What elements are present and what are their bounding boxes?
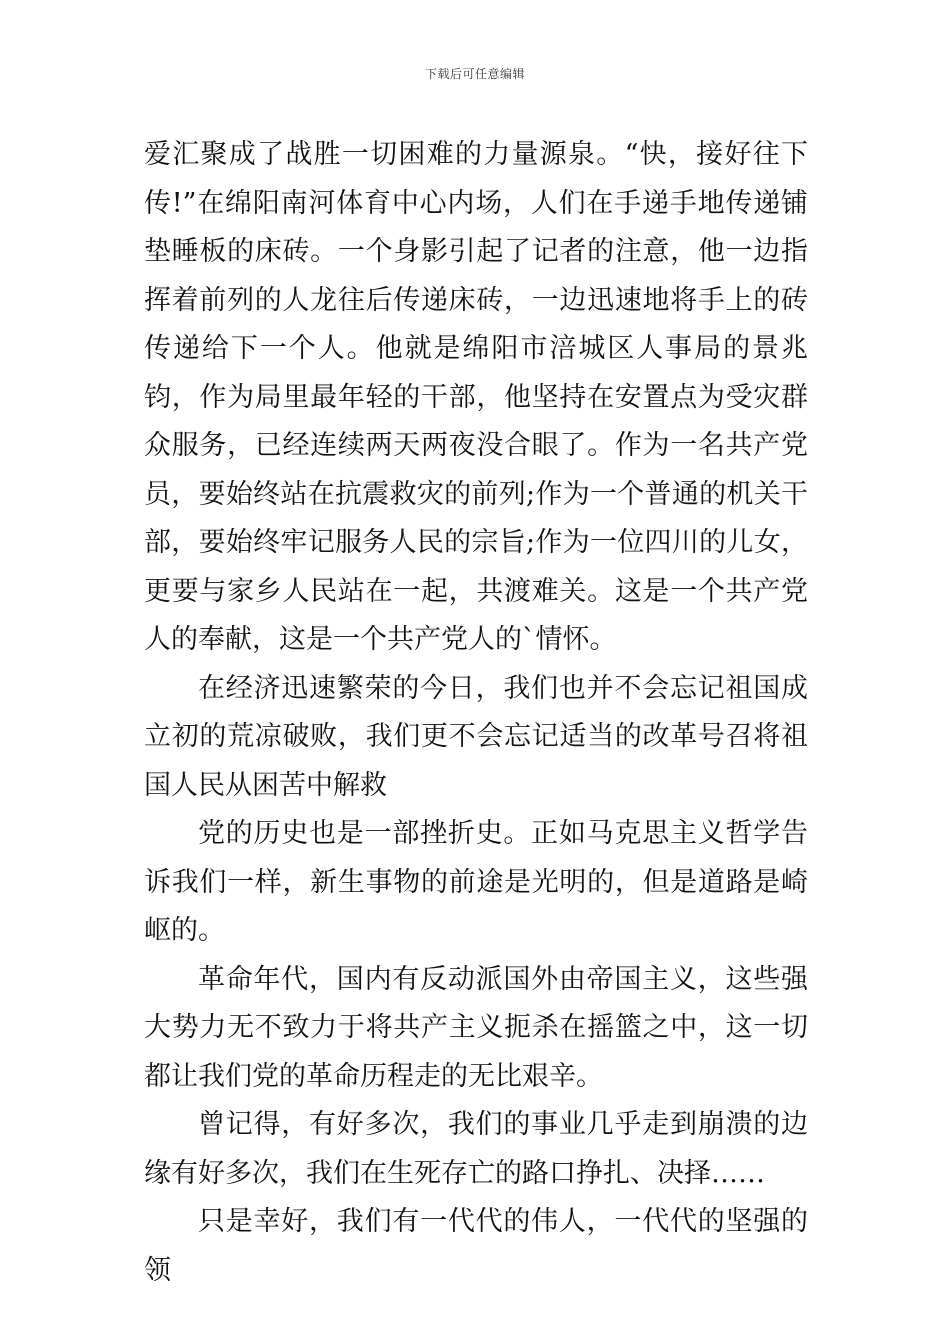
paragraph: 党的历史也是一部挫折史。正如马克思主义哲学告诉我们一样，新生事物的前途是光明的，但是道路是崎岖的。 (144, 818, 808, 946)
paragraph: 在经济迅速繁荣的今日，我们也并不会忘记祖国成立初的荒凉破败，我们更不会忘记适当的改革号召将祖国人民从困苦中解救 (144, 672, 808, 801)
page-header: 下载后可任意编辑 (424, 67, 525, 81)
paragraph: 曾记得，有好多次，我们的事业几乎走到崩溃的边缘有好多次，我们在生死存亡的路口挣扎、决择…… (144, 1109, 808, 1189)
paragraph: 革命年代，国内有反动派国外由帝国主义，这些强大势力无不致力于将共产主义扼杀在摇篮之中，这一切都让我们党的革命历程走的无比艰辛。 (144, 963, 808, 1092)
document-body (144, 131, 808, 1295)
paragraph: 只是幸好，我们有一代代的伟人，一代代的坚强的领 (144, 1206, 808, 1286)
paragraph: 爱汇聚成了战胜一切困难的力量源泉。“快，接好往下传!”在绵阳南河体育中心内场，人们在手递手地传递铺垫睡板的床砖。一个身影引起了记者的注意，他一边指挥着前列的人龙往后传递床砖，一边迅速地将手上的砖传递给下一个人。他就是绵阳市涪城区人事局的景兆钧，作为局里最年轻的干部，他坚持在安置点为受灾群众服务，已经连续两天两夜没合眼了。作为一名共产党员，要始终站在抗震救灾的前列;作为一个普通的机关干部，要始终牢记服务人民的宗旨;作为一位四川的儿女，更要与家乡人民站在一起，共渡难关。这是一个共产党人的奉献，这是一个共产党人的`情怀。 (144, 139, 808, 655)
